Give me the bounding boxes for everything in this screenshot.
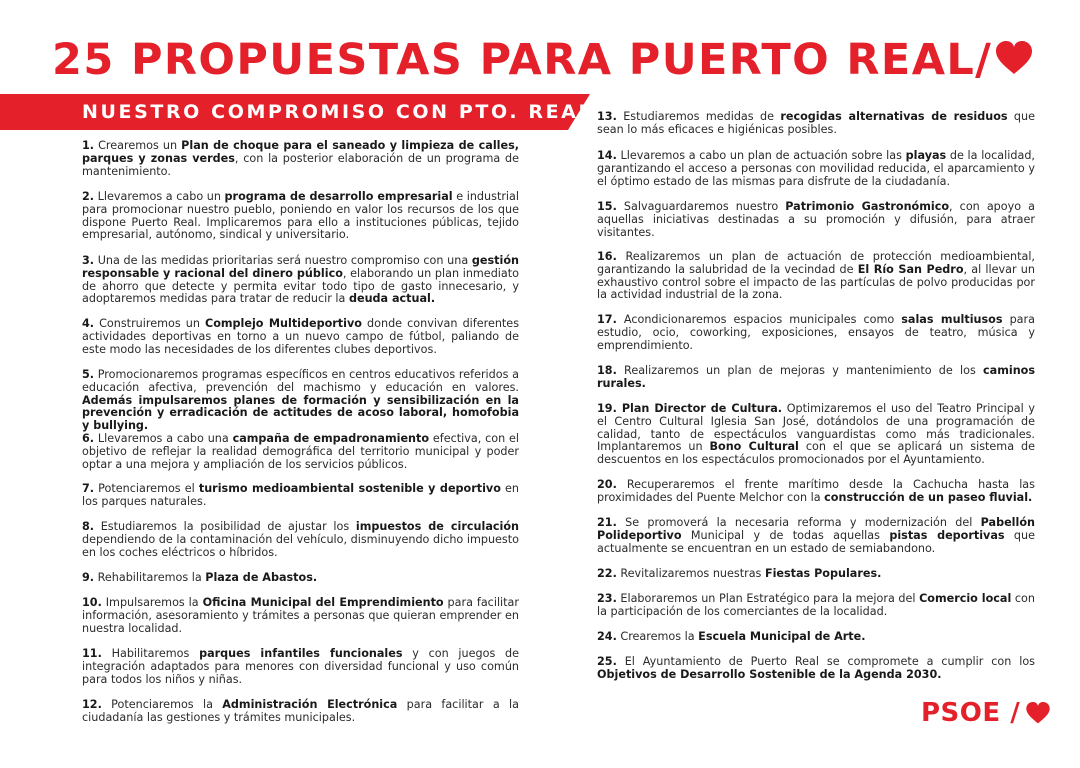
proposal-number: 12. [82,698,102,711]
proposal-text: Elaboraremos un Plan Estratégico para la mejora del [616,592,920,605]
proposal-number: 24. [597,630,617,643]
section-banner [0,94,594,130]
proposal-text: para facilitar a la ciudadanía las gestiones y trámites municipales. [82,698,519,724]
proposal-highlight: Pabellón Polideportivo [597,516,1035,542]
proposal-number: 10. [82,596,102,609]
proposal-item [82,597,519,635]
page-title-text: 25 PROPUESTAS PARA PUERTO REAL/ [52,35,993,85]
proposal-text: con la participación de los comerciantes de la localidad. [597,592,1035,618]
proposal-highlight: caminos rurales. [597,364,1035,390]
proposal-text: Construiremos un [94,317,205,330]
proposal-number: 19. [597,402,617,415]
proposal-item [597,631,865,644]
proposal-item [597,479,1035,505]
proposal-number: 1. [82,139,95,152]
proposal-highlight: pistas deportivas [889,528,1005,542]
proposal-text: El Ayuntamiento de Puerto Real se compromete a cumplir con los [616,655,1035,668]
proposal-highlight: Administración Electrónica [222,698,398,711]
proposal-text: Habilitaremos [101,647,200,660]
proposal-text: Estudiaremos medidas de [616,110,781,123]
proposal-text: , con la posterior elaboración de un programa de mantenimiento. [82,151,519,178]
proposal-item [597,568,881,581]
proposal-text: Llevaremos a cabo una [94,432,233,445]
proposal-text: Una de las medidas prioritarias será nuestro compromiso con una [94,254,472,267]
proposal-text: Promocionaremos programas específicos en centros educativos referidos a educación afectiva, prevención del machismo y educación en valores. [82,368,519,394]
psoe-logo-text: PSOE / [921,698,1021,728]
proposal-highlight: programa de desarrollo empresarial [224,190,453,203]
proposal-highlight: Bono Cultural [709,440,799,454]
proposal-number: 21. [597,516,617,529]
section-banner-text: NUESTRO COMPROMISO CON PTO. REAL [82,101,594,123]
proposal-highlight: salas multiusos [901,313,1003,326]
proposal-item [82,255,519,306]
proposal-text: en los parques naturales. [82,482,519,508]
proposal-text: y con juegos de integración adaptados para menores con diversidad funcional y uso común para todos los niños y niñas. [82,647,519,686]
proposal-text: Potenciaremos la [101,698,223,711]
proposal-text: Salvaguardaremos nuestro [616,200,786,213]
proposal-number: 22. [597,567,617,580]
proposal-text: Revitalizaremos nuestras [616,567,765,580]
logo-heart-icon [1025,703,1051,722]
proposal-item [597,656,1035,682]
proposal-highlight: Plaza de Abastos. [205,571,318,584]
proposal-number: 15. [597,200,617,213]
proposal-number: 17. [597,313,617,326]
proposal-text: Impulsaremos la [101,596,203,609]
proposal-text: para estudio, ocio, coworking, exposiciones, ensayos de teatro, música y emprendimiento. [597,313,1035,352]
proposal-text: Llevaremos a cabo un [94,190,225,203]
proposal-number: 13. [597,110,617,123]
proposal-text: Municipal y de todas aquellas [681,528,890,542]
proposal-highlight: Oficina Municipal del Emprendimiento [202,596,444,609]
proposal-text: donde convivan diferentes actividades deportivas en torno a un nuevo campo de fútbol, paliando de este modo las necesidades de los diferentes clubes deportivos. [82,317,520,356]
proposal-item [82,433,519,471]
proposal-number: 5. [82,368,95,381]
proposal-text: Potenciaremos el [94,482,199,495]
proposal-text: Acondicionaremos espacios municipales como [616,313,902,326]
proposal-number: 3. [82,254,95,267]
proposal-number: 6. [82,432,95,445]
proposal-text: Realizaremos un plan de actuación de protección medioambiental, garantizando la salubridad de la vecindad de [597,250,1035,276]
proposal-text: Realizaremos un plan de mejoras y mantenimiento de los [616,364,984,377]
proposal-highlight: Plan Director de Cultura. [616,402,783,415]
proposal-item [597,251,1035,302]
proposal-text: que sean lo más eficaces e higiénicas posibles. [597,110,1036,136]
heart-icon [994,36,1034,88]
proposal-number: 4. [82,317,95,330]
proposal-item [82,191,519,242]
proposal-item [82,318,519,356]
proposal-highlight: Fiestas Populares. [764,567,882,580]
proposal-item [597,150,1035,188]
proposal-text: con el que se aplicará un sistema de descuentos en los espectáculos promocionados por el Ayuntamiento. [597,440,1035,467]
proposal-highlight: gestión responsable y racional del dinero público [82,254,519,280]
proposal-text: para facilitar información, asesoramiento y trámites a personas que quieran emprender en nuestra localidad. [82,596,519,635]
proposal-text: Recuperaremos el frente marítimo desde la Cachucha hasta las proximidades del Puente Melchor con la [597,478,1035,504]
proposal-highlight: Complejo Multideportivo [204,317,362,330]
proposal-highlight: Comercio local [919,592,1012,605]
proposal-text: Rehabilitaremos la [94,571,206,584]
proposal-item [82,369,519,433]
proposal-text: , con apoyo a aquellas iniciativas destinadas a su promoción y difusión, para atraer visitantes. [597,200,1036,239]
proposal-item [597,201,1035,239]
page-title [52,34,1034,88]
proposal-number: 2. [82,190,95,203]
proposal-highlight: deuda actual. [348,292,436,306]
proposal-highlight: recogidas alternativas de residuos [780,110,1008,123]
proposal-number: 11. [82,647,102,660]
proposal-text: Optimizaremos el uso del Teatro Principal y el Centro Cultural Iglesia San José, dotándolos de una programación de calidad, tanto de espectáculos vanguardistas como más tradicionales. Implantaremos un [597,402,1035,454]
proposal-number: 23. [597,592,617,605]
proposal-number: 7. [82,482,95,495]
proposal-text: , elaborando un plan inmediato de ahorro que detecte y permita evitar todo tipo de gasto innecesario, y adoptaremos medidas para tratar de reducir la [82,266,519,306]
proposal-highlight: Patrimonio Gastronómico [785,200,950,213]
proposal-item [597,111,1035,137]
proposal-text: , al llevar un exhaustivo control sobre el impacto de las partículas de polvo producidas por la actividad industrial de la zona. [597,262,1035,302]
proposal-number: 14. [597,149,617,162]
proposal-item [597,314,1035,352]
proposal-item [597,517,1035,555]
psoe-logo [921,698,1051,728]
proposal-item [597,365,1035,391]
proposal-text: Crearemos la [616,630,699,643]
proposal-text: Estudiaremos la posibilidad de ajustar los [94,520,356,533]
proposal-highlight: Escuela Municipal de Arte. [698,630,866,643]
proposal-number: 9. [82,571,95,584]
proposal-number: 20. [597,478,617,491]
proposal-highlight: campaña de empadronamiento [232,432,430,445]
proposal-item [82,140,519,178]
proposal-item [597,593,1035,619]
proposal-text: dependiendo de la contaminación del vehículo, disminuyendo dicho impuesto en los coches eléctricos o híbridos. [82,532,519,559]
proposal-number: 16. [597,250,617,263]
proposal-highlight: Plan de choque para el saneado y limpieza de calles, parques y zonas verdes [82,139,519,165]
proposal-text: Se promoverá la necesaria reforma y modernización del [616,516,981,529]
proposal-highlight: playas [905,149,947,162]
proposal-text: de la localidad, garantizando el acceso a personas con movilidad reducida, el aparcamiento y el óptimo estado de las mismas para disfrute de la ciudadanía. [597,149,1035,188]
proposal-highlight: Además impulsaremos planes de formación y sensibilización en la prevención y erradicación de actitudes de acoso laboral, homofobia y bullying. [82,393,519,433]
proposal-highlight: construcción de un paseo fluvial. [824,490,1033,504]
proposal-highlight: Objetivos de Desarrollo Sostenible de la Agenda 2030. [597,667,942,681]
proposal-item [82,483,519,509]
proposal-item [82,648,519,686]
proposal-highlight: turismo medioambiental sostenible y deportivo [198,482,501,495]
proposal-highlight: impuestos de circulación [355,520,519,533]
proposal-text: efectiva, con el objetivo de reflejar la realidad demográfica del territorio municipal y poder optar a una mejora y ampliación de los servicios públicos. [82,432,520,471]
proposal-text: que actualmente se encuentran en un estado de semiabandono. [597,528,1035,555]
proposal-number: 25. [597,655,617,668]
proposal-item [82,572,317,585]
proposal-highlight: El Río San Pedro [857,262,964,276]
proposal-item [597,403,1035,467]
proposal-number: 18. [597,364,617,377]
proposal-item [82,521,519,559]
proposal-text: Llevaremos a cabo un plan de actuación sobre las [616,149,906,162]
proposal-text: Crearemos un [94,139,182,152]
proposal-text: e industrial para promocionar nuestro pueblo, poniendo en valor los recursos de los que dispone Puerto Real. Implicaremos para ello a instituciones públicas, tejido empresarial, autónomo, sindical y universitario. [82,190,519,242]
proposal-highlight: parques infantiles funcionales [199,647,403,660]
proposal-number: 8. [82,520,95,533]
proposal-item [82,699,519,725]
